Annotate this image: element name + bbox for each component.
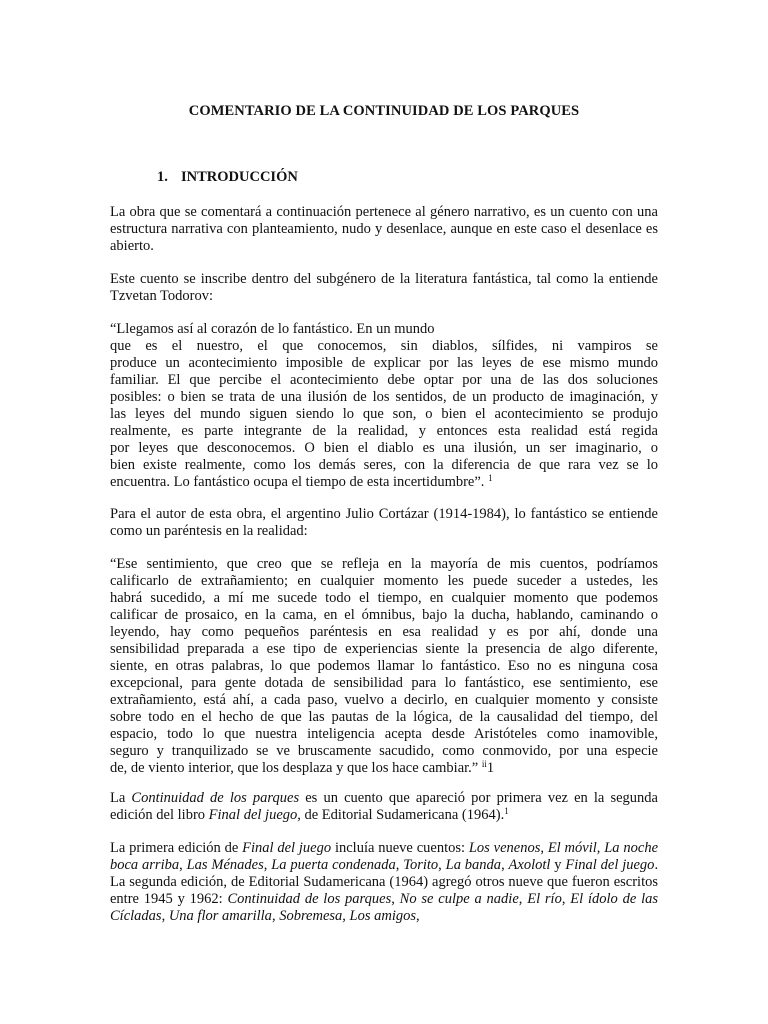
quote-line: realmente, es parte integrante de la realidad, y entonces esta realidad está regida bbox=[110, 423, 658, 439]
text-run: , de Editorial Sudamericana (1964). bbox=[297, 807, 505, 823]
quote-line: habrá sucedido, a mí me sucede todo el tiempo, en cualquier momento que podemos bbox=[110, 590, 658, 606]
quote-line: que es el nuestro, el que conocemos, sin diablos, sílfides, ni vampiros se bbox=[110, 338, 658, 354]
text-run: La bbox=[110, 790, 132, 806]
quote-line: excepcional, para gente dotada de sensibilidad para lo fantástico, ese sentimiento, ese bbox=[110, 675, 658, 691]
quote-line: posibles: o bien se trata de una ilusión de los sentidos, de un producto de imaginación, y bbox=[110, 389, 658, 405]
quote-line: siente, en otras palabras, lo que podemos llamar lo fantástico. Eso no es ninguna cosa bbox=[110, 658, 658, 674]
story-title: Sobremesa bbox=[279, 908, 343, 924]
story-title: Torito bbox=[403, 857, 439, 873]
quote-line: calificarlo de extrañamiento; en cualquier momento les puede suceder a ustedes, les bbox=[110, 573, 658, 589]
story-title: No se culpe a nadie bbox=[399, 891, 519, 907]
quote-line: “Ese sentimiento, que creo que se refleja en la mayoría de mis cuentos, podríamos bbox=[110, 556, 658, 572]
story-title: La banda bbox=[445, 857, 502, 873]
section-number: 1. bbox=[157, 169, 168, 185]
text-run: La primera edición de bbox=[110, 840, 243, 856]
quote-line: por leyes que desconocemos. O bien el diablo es una ilusión, un ser imaginario, o bbox=[110, 440, 658, 456]
story-title: Los venenos bbox=[468, 840, 541, 856]
text-run: , bbox=[263, 857, 272, 873]
book-title: Final del juego bbox=[208, 807, 298, 823]
quote-line: espacio, todo lo que nuestra inteligencia acepta desde Aristóteles como inamovible, bbox=[110, 726, 658, 742]
quote-line: de, de viento interior, que los desplaza y que los hace cambiar.” bbox=[110, 760, 479, 776]
book-title: Final del juego bbox=[242, 840, 332, 856]
quote-line: produce un acontecimiento imposible de explicar por las leyes de ese mismo mundo bbox=[110, 355, 658, 371]
quote-line: leyendo, hay como pequeños paréntesis en esa realidad y es por ahí, donde una bbox=[110, 624, 658, 640]
text-run: es un cuento que apareció por primera vez en la segunda edición del libro bbox=[110, 790, 658, 823]
text-run: y bbox=[550, 857, 566, 873]
story-title: Axolotl bbox=[508, 857, 551, 873]
text-run: , bbox=[391, 891, 400, 907]
text-run: incluía nueve cuentos: bbox=[331, 840, 469, 856]
quote-last-line bbox=[110, 474, 658, 491]
text-run: , bbox=[179, 857, 187, 873]
text-run: , bbox=[501, 857, 509, 873]
footnote-number: 1 bbox=[486, 760, 495, 776]
text-run: , bbox=[561, 891, 571, 907]
story-title: El río bbox=[527, 891, 562, 907]
quote-line: familiar. El que percibe el acontecimiento debe optar por una de las dos soluciones bbox=[110, 372, 658, 388]
story-title: Los amigos bbox=[349, 908, 417, 924]
quote-todorov bbox=[110, 321, 658, 491]
story-title: Una flor amarilla bbox=[168, 908, 272, 924]
footnote-ref: 1 bbox=[488, 473, 493, 483]
text-run: , bbox=[342, 908, 350, 924]
text-run: , bbox=[540, 840, 548, 856]
quote-line: encuentra. Lo fantástico ocupa el tiempo de esta incertidumbre”. bbox=[110, 474, 485, 490]
paragraph-intro: La obra que se comentará a continuación pertenece al género narrativo, es un cuento con una estructura narrativa con planteamiento, nudo y desenlace, aunque en este caso el desenlace es abierto. bbox=[110, 204, 658, 254]
book-title: Continuidad de los parques bbox=[131, 790, 300, 806]
document-title: COMENTARIO DE LA CONTINUIDAD DE LOS PARQUES bbox=[188, 103, 580, 119]
quote-line: “Llegamos así al corazón de lo fantástico. En un mundo bbox=[110, 321, 435, 337]
story-title: Las Ménades bbox=[186, 857, 264, 873]
text-run: , bbox=[596, 840, 605, 856]
story-title: El ídolo de las Cícladas bbox=[110, 891, 659, 924]
quote-line: bien existe realmente, como los demás seres, con la diferencia de que rara vez se lo bbox=[110, 457, 658, 473]
text-run: , bbox=[438, 857, 446, 873]
quote-line: extrañamiento, está ahí, a cada paso, vuelvo a decirlo, en cualquier momento y consiste bbox=[110, 692, 658, 708]
text-run: , bbox=[161, 908, 169, 924]
footnote-ref: 1 bbox=[504, 806, 509, 816]
paragraph-editions bbox=[110, 840, 658, 925]
section-label: INTRODUCCIÓN bbox=[181, 169, 298, 185]
text-run: , bbox=[395, 857, 404, 873]
paragraph-todorov: Este cuento se inscribe dentro del subgénero de la literatura fantástica, tal como la entiende Tzvetan Todorov: bbox=[110, 271, 658, 304]
quote-last-line bbox=[110, 760, 658, 777]
quote-line: sobre todo en el hecho de que las pautas de la lógica, de la causalidad del tiempo, del bbox=[110, 709, 658, 725]
story-title: La noche boca arriba bbox=[110, 840, 659, 873]
paragraph-publication bbox=[110, 790, 658, 824]
story-title: El móvil bbox=[547, 840, 597, 856]
quote-line: calificar de prosaico, en la cama, en el ómnibus, bajo la ducha, hablando, caminando o bbox=[110, 607, 658, 623]
quote-line: sensibilidad preparada a ese tipo de experiencias siente la presencia de algo diferente, bbox=[110, 641, 658, 657]
paragraph-cortazar: Para el autor de esta obra, el argentino Julio Cortázar (1914-1984), lo fantástico se entiende como un paréntesis en la realidad: bbox=[110, 506, 658, 539]
text-run: , bbox=[416, 908, 420, 924]
story-title: Continuidad de los parques bbox=[227, 891, 392, 907]
section-heading bbox=[157, 169, 298, 186]
text-run: , bbox=[518, 891, 528, 907]
quote-line: las leyes del mundo siguen siendo lo que son, o bien el acontecimiento se produjo bbox=[110, 406, 658, 422]
story-title: Final del juego bbox=[565, 857, 655, 873]
text-run: , bbox=[271, 908, 280, 924]
story-title: La puerta condenada bbox=[271, 857, 396, 873]
text-run: . La segunda edición, de Editorial Sudamericana (1964) agregó otros nueve que fueron escritos entre 1945 y 1962: bbox=[110, 857, 659, 907]
footnote-ref: ii bbox=[481, 759, 487, 769]
quote-line: seguro y tranquilizado se ve bruscamente sacudido, como conmovido, por una especie bbox=[110, 743, 658, 759]
quote-cortazar bbox=[110, 556, 658, 777]
